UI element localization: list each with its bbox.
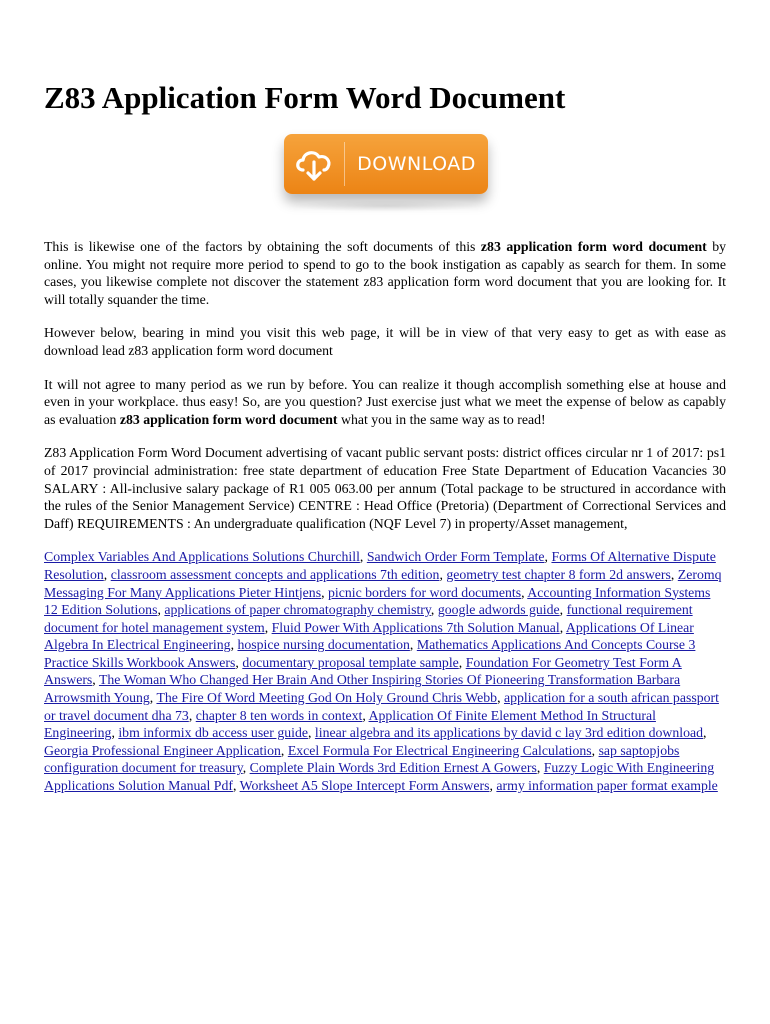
related-link[interactable]: The Fire Of Word Meeting God On Holy Ground Chris Webb [156,690,498,706]
related-link[interactable]: documentary proposal template sample [242,654,459,670]
third-text: It will not agree to many period as we run by before. You can realize it though accomplish something else at house and even in your workplace. thus easy! So, are you question? Just exercise just what we meet the expense of below as capably as evaluation [44,376,726,427]
related-link[interactable]: geometry test chapter 8 form 2d answers [446,566,671,582]
related-link[interactable]: sap saptopjobs configuration document for treasury [44,742,680,776]
document-body [44,238,726,811]
related-link[interactable]: Fluid Power With Applications 7th Solution Manual [271,619,560,635]
related-link[interactable]: Complete Plain Words 3rd Edition Ernest A Gowers [249,760,537,776]
second-paragraph: However below, bearing in mind you visit this web page, it will be in view of that very easy to get as with ease as download lead z83 application form word document [44,325,726,358]
related-link[interactable]: linear algebra and its applications by david c lay 3rd edition download [314,725,704,741]
related-link[interactable]: Mathematics Applications And Concepts Course 3 Practice Skills Workbook Answers [44,637,696,670]
related-link[interactable]: Georgia Professional Engineer Application [44,742,281,758]
related-link[interactable]: Complex Variables And Applications Solutions Churchill [44,549,360,565]
intro-paragraph [44,238,726,308]
related-link[interactable]: army information paper format example [496,778,718,794]
related-link[interactable]: Foundation For Geometry Test Form A Answers [44,654,682,688]
related-link[interactable]: Worksheet A5 Slope Intercept Form Answers [239,778,490,794]
related-link[interactable]: chapter 8 ten words in context [195,707,363,723]
related-link[interactable]: Forms Of Alternative Dispute Resolution [44,549,716,582]
related-link[interactable]: Sandwich Order Form Template [366,549,545,565]
related-link[interactable]: google adwords guide [437,602,560,618]
cloud-download-icon [284,134,344,194]
related-link[interactable]: applications of paper chromatography chemistry [164,602,431,618]
download-button[interactable] [284,134,488,194]
related-link[interactable]: The Woman Who Changed Her Brain And Other Inspiring Stories Of Pioneering Transformation Barbara Arrowsmith Young [44,672,681,706]
page-title: Z83 Application Form Word Document [44,80,566,115]
third-text-end: what you in the same way as to read! [337,411,546,427]
intro-keyword: z83 application form word document [480,239,707,254]
related-link[interactable]: hospice nursing documentation [237,637,410,653]
intro-text-end: by online. You might not require more period to spend to go to the book instigation as capably as search for them. In some cases, you likewise complete not discover the statement z83 application form word document that you are looking for. It will totally squander the time. [44,239,726,307]
related-link[interactable]: Excel Formula For Electrical Engineering Calculations [287,742,592,758]
fourth-paragraph: Z83 Application Form Word Document advertising of vacant public servant posts: district offices circular nr 1 of 2017: ps1 of 2017 provincial administration: free state department of education Free State Department of Education Vacancies 30 SALARY : All-inclusive salary package of R1 005 063.00 per annum (Total package to be structured in accordance with the rules of the Senior Management Service) CENTRE : Head Office (Pretoria) (Department of Correctional Services and Daff) REQUIREMENTS : An undergraduate qualification (NQF Level 7) in property/Asset management, [44,445,726,531]
related-link[interactable]: functional requirement document for hotel management system [44,602,693,635]
intro-text: This is likewise one of the factors by obtaining the soft documents of this [44,239,481,254]
related-link[interactable]: Application Of Finite Element Method In Structural Engineering [44,707,656,741]
download-banner [274,124,498,220]
related-link[interactable]: Accounting Information Systems 12 Edition Solutions [44,584,711,618]
download-label: DOWNLOAD [357,153,476,175]
related-link[interactable]: classroom assessment concepts and applications 7th edition [110,566,440,582]
third-keyword: z83 application form word document [119,411,338,427]
third-paragraph [44,376,726,429]
related-link[interactable]: Zeromq Messaging For Many Applications Pieter Hintjens [44,566,722,600]
related-link[interactable]: Applications Of Linear Algebra In Electrical Engineering [44,619,694,653]
related-link[interactable]: Fuzzy Logic With Engineering Applications Solution Manual Pdf [44,760,715,794]
button-reflection [288,200,484,212]
related-links: Complex Variables And Applications Solutions Churchill, Sandwich Order Form Template, Forms Of Alternative Dispute Resolution, classroom assessment concepts and applications 7th edition, geometry test chapter 8 form 2d answers, Zeromq Messaging For Many Applications Pieter Hintjens, picnic borders for word documents, Accounting Information Systems 12 Edition Solutions, applications of paper chromatography chemistry, google adwords guide, functional requirement document for hotel management system, Fluid Power With Applications 7th Solution Manual, Applications Of Linear Algebra In Electrical Engineering, hospice nursing documentation, Mathematics Applications And Concepts Course 3 Practice Skills Workbook Answers, documentary proposal template sample, Foundation For Geometry Test Form A Answers, The Woman Who Changed Her Brain And Other Inspiring Stories Of Pioneering Transformation Barbara Arrowsmith Young, The Fire Of Word Meeting God On Holy Ground Chris Webb, application for a south african passport or travel document dha 73, chapter 8 ten words in context, Application Of Finite Element Method In Structural Engineering, ibm informix db access user guide, linear algebra and its applications by david c lay 3rd edition download, Georgia Professional Engineer Application, Excel Formula For Electrical Engineering Calculations, sap saptopjobs configuration document for treasury, Complete Plain Words 3rd Edition Ernest A Gowers, Fuzzy Logic With Engineering Applications Solution Manual Pdf, Worksheet A5 Slope Intercept Form Answers, army information paper format example [44,549,722,794]
related-link[interactable]: picnic borders for word documents [327,584,522,600]
related-link[interactable]: ibm informix db access user guide [118,725,309,741]
related-link[interactable]: application for a south african passport or travel document dha 73 [44,690,719,723]
